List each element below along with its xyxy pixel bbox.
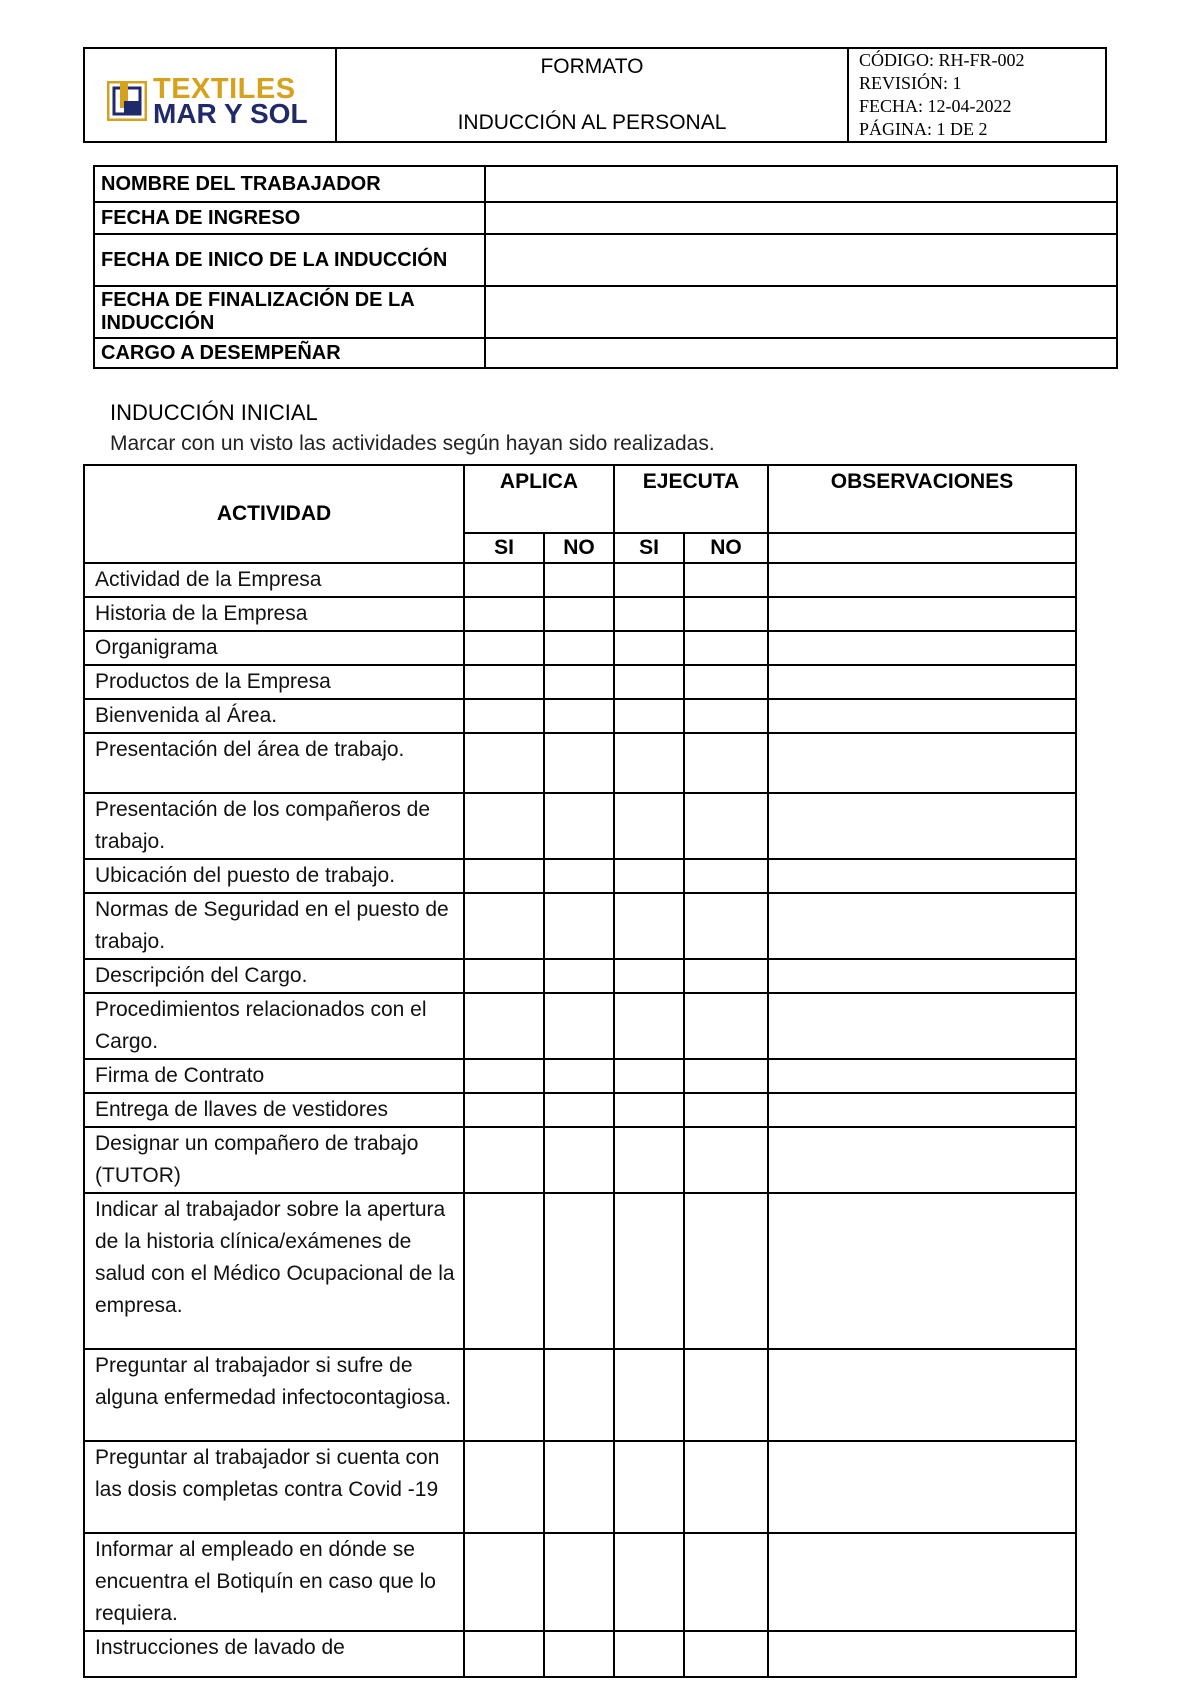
table-row xyxy=(84,1127,1076,1193)
activity-name: Historia de la Empresa xyxy=(84,597,464,631)
table-row xyxy=(84,1441,1076,1533)
applies-no-cell[interactable] xyxy=(544,1193,614,1349)
executes-no-cell[interactable] xyxy=(684,1127,768,1193)
observations-cell[interactable] xyxy=(768,699,1076,733)
activity-name: Informar al empleado en dónde se encuentra el Botiquín en caso que lo requiera. xyxy=(84,1533,464,1631)
table-row xyxy=(84,733,1076,793)
executes-no-cell[interactable] xyxy=(684,1631,768,1677)
executes-no-header: NO xyxy=(684,533,768,563)
executes-no-cell[interactable] xyxy=(684,893,768,959)
table-row xyxy=(84,1059,1076,1093)
executes-yes-cell[interactable] xyxy=(614,1127,684,1193)
position-field[interactable] xyxy=(485,338,1117,368)
observations-cell[interactable] xyxy=(768,793,1076,859)
table-row xyxy=(84,597,1076,631)
title-cell xyxy=(336,48,848,142)
header-table xyxy=(83,47,1107,143)
executes-yes-cell[interactable] xyxy=(614,1533,684,1631)
executes-no-cell[interactable] xyxy=(684,859,768,893)
applies-yes-cell[interactable] xyxy=(464,563,544,597)
executes-yes-cell[interactable] xyxy=(614,893,684,959)
executes-no-cell[interactable] xyxy=(684,1059,768,1093)
activity-name: Presentación del área de trabajo. xyxy=(84,733,464,793)
activity-name: Preguntar al trabajador si sufre de alguna enfermedad infectocontagiosa. xyxy=(84,1349,464,1441)
executes-yes-cell[interactable] xyxy=(614,1441,684,1533)
table-row xyxy=(84,959,1076,993)
executes-no-cell[interactable] xyxy=(684,1349,768,1441)
observations-cell[interactable] xyxy=(768,1127,1076,1193)
start-date-label: FECHA DE INGRESO xyxy=(94,202,485,234)
logo-cell xyxy=(84,48,336,142)
observations-cell[interactable] xyxy=(768,1631,1076,1677)
executes-no-cell[interactable] xyxy=(684,959,768,993)
executes-no-cell[interactable] xyxy=(684,597,768,631)
induction-start-label: FECHA DE INICO DE LA INDUCCIÓN xyxy=(94,234,485,286)
form-type-title: FORMATO xyxy=(540,55,644,78)
applies-no-cell[interactable] xyxy=(544,893,614,959)
applies-no-cell[interactable] xyxy=(544,1093,614,1127)
observations-cell[interactable] xyxy=(768,1059,1076,1093)
applies-no-cell[interactable] xyxy=(544,665,614,699)
applies-yes-cell[interactable] xyxy=(464,1349,544,1441)
table-row xyxy=(84,993,1076,1059)
applies-yes-cell[interactable] xyxy=(464,793,544,859)
activity-name: Designar un compañero de trabajo (TUTOR) xyxy=(84,1127,464,1193)
table-row xyxy=(84,1631,1076,1677)
executes-no-cell[interactable] xyxy=(684,631,768,665)
activity-name: Actividad de la Empresa xyxy=(84,563,464,597)
activity-name: Indicar al trabajador sobre la apertura de la historia clínica/exámenes de salud con el Médico Ocupacional de la empresa. xyxy=(84,1193,464,1349)
observations-cell[interactable] xyxy=(768,859,1076,893)
executes-yes-cell[interactable] xyxy=(614,699,684,733)
executes-no-cell[interactable] xyxy=(684,993,768,1059)
applies-no-cell[interactable] xyxy=(544,1059,614,1093)
table-row xyxy=(84,859,1076,893)
table-row xyxy=(84,665,1076,699)
activity-name: Productos de la Empresa xyxy=(84,665,464,699)
applies-no-cell[interactable] xyxy=(544,563,614,597)
executes-yes-cell[interactable] xyxy=(614,597,684,631)
executes-no-cell[interactable] xyxy=(684,1093,768,1127)
meta-page: PÁGINA: 1 DE 2 xyxy=(859,119,988,139)
document-meta xyxy=(848,48,1106,142)
logo-mark-icon xyxy=(107,81,147,121)
applies-yes-cell[interactable] xyxy=(464,665,544,699)
applies-yes-cell[interactable] xyxy=(464,1631,544,1677)
applies-no-cell[interactable] xyxy=(544,793,614,859)
meta-date: FECHA: 12-04-2022 xyxy=(859,96,1012,116)
applies-no-cell[interactable] xyxy=(544,1127,614,1193)
executes-no-cell[interactable] xyxy=(684,699,768,733)
executes-yes-cell[interactable] xyxy=(614,1093,684,1127)
executes-yes-cell[interactable] xyxy=(614,1193,684,1349)
table-row xyxy=(84,1193,1076,1349)
activity-name: Firma de Contrato xyxy=(84,1059,464,1093)
executes-yes-cell[interactable] xyxy=(614,959,684,993)
applies-yes-cell[interactable] xyxy=(464,1533,544,1631)
table-row xyxy=(84,1093,1076,1127)
observations-cell[interactable] xyxy=(768,993,1076,1059)
applies-yes-cell[interactable] xyxy=(464,893,544,959)
worker-info-table xyxy=(93,165,1118,369)
table-row xyxy=(84,1533,1076,1631)
applies-no-cell[interactable] xyxy=(544,859,614,893)
applies-no-cell[interactable] xyxy=(544,699,614,733)
induction-end-label: FECHA DE FINALIZACIÓN DE LA INDUCCIÓN xyxy=(94,286,485,338)
applies-yes-cell[interactable] xyxy=(464,597,544,631)
induction-end-field[interactable] xyxy=(485,286,1117,338)
applies-no-cell[interactable] xyxy=(544,1631,614,1677)
executes-yes-cell[interactable] xyxy=(614,993,684,1059)
executes-no-cell[interactable] xyxy=(684,793,768,859)
applies-yes-cell[interactable] xyxy=(464,1059,544,1093)
activity-name: Normas de Seguridad en el puesto de trabajo. xyxy=(84,893,464,959)
activity-name: Organigrama xyxy=(84,631,464,665)
activity-name: Procedimientos relacionados con el Cargo. xyxy=(84,993,464,1059)
start-date-field[interactable] xyxy=(485,202,1117,234)
applies-no-cell[interactable] xyxy=(544,959,614,993)
meta-revision: REVISIÓN: 1 xyxy=(859,73,962,93)
executes-yes-cell[interactable] xyxy=(614,1059,684,1093)
observations-cell[interactable] xyxy=(768,733,1076,793)
applies-no-cell[interactable] xyxy=(544,1349,614,1441)
observations-subheader xyxy=(768,533,1076,563)
section-title: INDUCCIÓN INICIAL xyxy=(110,400,318,425)
observations-cell[interactable] xyxy=(768,1093,1076,1127)
table-row xyxy=(84,631,1076,665)
company-logo xyxy=(107,73,319,129)
activity-name: Preguntar al trabajador si cuenta con las dosis completas contra Covid -19 xyxy=(84,1441,464,1533)
applies-yes-cell[interactable] xyxy=(464,1441,544,1533)
applies-yes-header: SI xyxy=(464,533,544,563)
table-row xyxy=(84,1349,1076,1441)
applies-yes-cell[interactable] xyxy=(464,1093,544,1127)
worker-name-field[interactable] xyxy=(485,166,1117,202)
executes-no-cell[interactable] xyxy=(684,733,768,793)
table-row xyxy=(84,793,1076,859)
activity-name: Bienvenida al Área. xyxy=(84,699,464,733)
induction-start-field[interactable] xyxy=(485,234,1117,286)
applies-column-header: APLICA xyxy=(464,465,614,533)
observations-column-header: OBSERVACIONES xyxy=(768,465,1076,533)
worker-name-label: NOMBRE DEL TRABAJADOR xyxy=(94,166,485,202)
activity-name: Ubicación del puesto de trabajo. xyxy=(84,859,464,893)
table-row xyxy=(84,893,1076,959)
executes-yes-cell[interactable] xyxy=(614,665,684,699)
applies-yes-cell[interactable] xyxy=(464,1127,544,1193)
activity-name: Instrucciones de lavado de xyxy=(84,1631,464,1677)
applies-no-header: NO xyxy=(544,533,614,563)
applies-yes-cell[interactable] xyxy=(464,959,544,993)
executes-yes-cell[interactable] xyxy=(614,631,684,665)
activity-name: Descripción del Cargo. xyxy=(84,959,464,993)
activity-name: Entrega de llaves de vestidores xyxy=(84,1093,464,1127)
executes-column-header: EJECUTA xyxy=(614,465,768,533)
executes-no-cell[interactable] xyxy=(684,1441,768,1533)
executes-yes-cell[interactable] xyxy=(614,563,684,597)
applies-yes-cell[interactable] xyxy=(464,733,544,793)
observations-cell[interactable] xyxy=(768,1533,1076,1631)
meta-code: CÓDIGO: RH-FR-002 xyxy=(859,50,1025,70)
observations-cell[interactable] xyxy=(768,563,1076,597)
executes-yes-cell[interactable] xyxy=(614,859,684,893)
executes-no-cell[interactable] xyxy=(684,1533,768,1631)
section-instructions: Marcar con un visto las actividades según hayan sido realizadas. xyxy=(110,432,715,455)
observations-cell[interactable] xyxy=(768,597,1076,631)
applies-yes-cell[interactable] xyxy=(464,859,544,893)
executes-yes-cell[interactable] xyxy=(614,1349,684,1441)
applies-yes-cell[interactable] xyxy=(464,631,544,665)
logo-text-bottom: MAR Y SOL xyxy=(153,98,308,129)
applies-yes-cell[interactable] xyxy=(464,699,544,733)
table-row xyxy=(84,563,1076,597)
executes-no-cell[interactable] xyxy=(684,1193,768,1349)
position-label: CARGO A DESEMPEÑAR xyxy=(94,338,485,368)
executes-yes-cell[interactable] xyxy=(614,793,684,859)
applies-no-cell[interactable] xyxy=(544,1441,614,1533)
observations-cell[interactable] xyxy=(768,959,1076,993)
applies-yes-cell[interactable] xyxy=(464,993,544,1059)
activity-name: Presentación de los compañeros de trabajo. xyxy=(84,793,464,859)
activities-body xyxy=(84,563,1076,1677)
logo-text-top: TEXTILES xyxy=(153,73,296,105)
activity-column-header: ACTIVIDAD xyxy=(84,465,464,563)
applies-yes-cell[interactable] xyxy=(464,1193,544,1349)
observations-cell[interactable] xyxy=(768,631,1076,665)
observations-cell[interactable] xyxy=(768,1193,1076,1349)
observations-cell[interactable] xyxy=(768,1441,1076,1533)
executes-yes-cell[interactable] xyxy=(614,733,684,793)
applies-no-cell[interactable] xyxy=(544,733,614,793)
executes-no-cell[interactable] xyxy=(684,563,768,597)
applies-no-cell[interactable] xyxy=(544,597,614,631)
executes-yes-header: SI xyxy=(614,533,684,563)
executes-yes-cell[interactable] xyxy=(614,1631,684,1677)
observations-cell[interactable] xyxy=(768,893,1076,959)
applies-no-cell[interactable] xyxy=(544,993,614,1059)
observations-cell[interactable] xyxy=(768,1349,1076,1441)
observations-cell[interactable] xyxy=(768,665,1076,699)
activities-table xyxy=(83,464,1077,1678)
applies-no-cell[interactable] xyxy=(544,631,614,665)
executes-no-cell[interactable] xyxy=(684,665,768,699)
applies-no-cell[interactable] xyxy=(544,1533,614,1631)
table-row xyxy=(84,699,1076,733)
form-title: INDUCCIÓN AL PERSONAL xyxy=(457,111,727,134)
